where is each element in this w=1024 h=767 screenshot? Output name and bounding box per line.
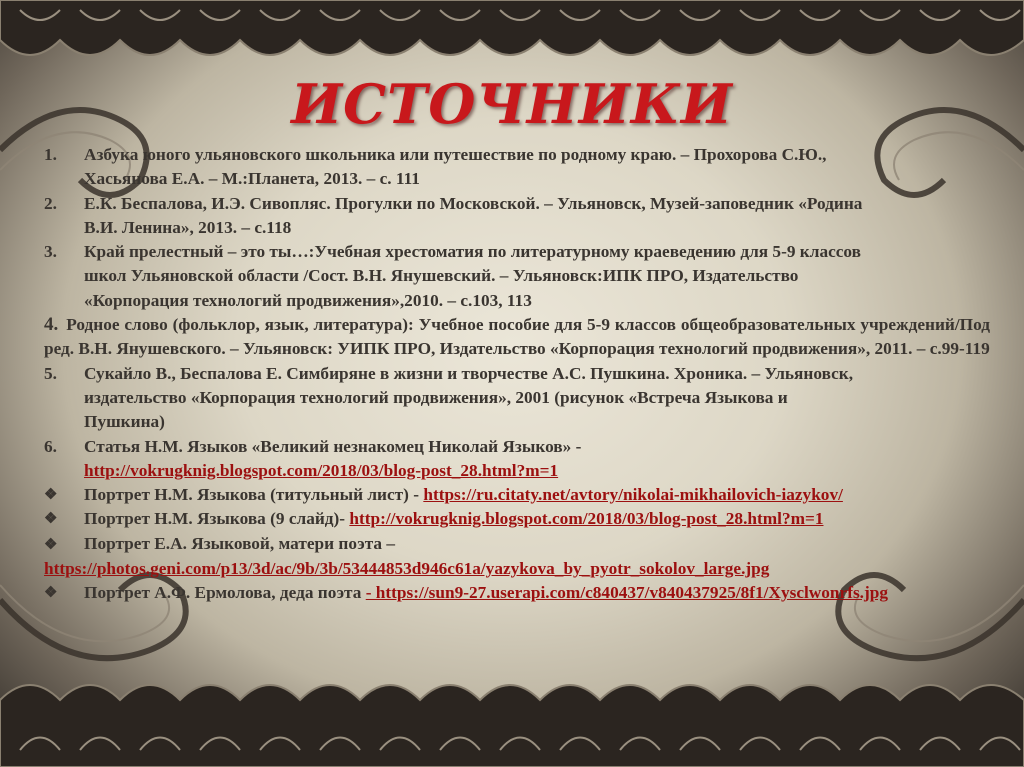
source-link[interactable]: http://vokrugknig.blogspot.com/2018/03/blog-post_28.html?m=1 [84,460,559,480]
source-line: Хасьянова Е.А. – М.:Планета, 2013. – с. 111 [84,169,420,189]
source-line: Е.К. Беспалова, И.Э. Сивопляс. Прогулки по Московской. – Ульяновск, Музей-заповедник «Родина [84,193,863,213]
item-number: 4. [44,314,59,336]
diamond-bullet-icon: ❖ [44,487,58,504]
item-number: 2. [44,193,57,213]
slide-title: ИСТОЧНИКИ [291,72,733,136]
item-number: 3. [44,242,57,262]
image-source-item-3 [44,532,990,582]
image-source-item-4 [44,581,990,605]
diamond-bullet-icon: ❖ [44,511,58,528]
source-item-1 [44,143,990,192]
source-line: школ Ульяновской области /Сост. В.Н. Янушевский. – Ульяновск:ИПК ПРО, Издательство [84,266,799,286]
source-line: Пушкина) [84,412,165,432]
source-line: В.И. Ленина», 2013. – с.118 [84,217,292,237]
source-item-5 [44,362,990,435]
source-line: Сукайло В., Беспалова Е. Симбиряне в жизни и творчестве А.С. Пушкина. Хроника. – Ульяновск, [84,363,854,383]
source-line: Край прелестный – это ты…:Учебная хрестоматия по литературному краеведению для 5-9 классов [84,242,861,262]
source-line: «Корпорация технологий продвижения»,2010. – с.103, 113 [84,290,532,310]
source-line: Статья Н.М. Языков «Великий незнакомец Николай Языков» - [84,436,582,456]
source-item-2 [44,192,990,241]
image-source-text: Портрет Н.М. Языкова (9 слайд)- [84,509,350,529]
item-number: 6. [44,436,57,456]
source-text: Родное слово (фольклор, язык, литература): Учебное пособие для 5-9 классов общеобразовательных учреждений/Под ред. В.Н. Янушевского. – Ульяновск: УИПК ПРО, Издательство «Корпорация технологий продвижения», 2011. – с.99-119 [44,315,990,359]
image-source-text: Портрет А.Ф. Ермолова, деда поэта [84,583,362,603]
image-source-link[interactable]: https://ru.citaty.net/avtory/nikolai-mikhailovich-iazykov/ [423,485,843,505]
image-source-link[interactable]: http://vokrugknig.blogspot.com/2018/03/blog-post_28.html?m=1 [349,509,824,529]
item-number: 5. [44,363,57,383]
diamond-bullet-icon: ❖ [44,536,58,553]
image-source-link[interactable]: - https://sun9-27.userapi.com/c840437/v840437925/8f1/Xysclwonrfs.jpg [365,583,889,603]
source-line: издательство «Корпорация технологий продвижения», 2001 (рисунок «Встреча Языкова и [84,387,788,407]
source-item-4 [44,313,990,362]
source-line: Азбука юного ульяновского школьника или путешествие по родному краю. – Прохорова С.Ю., [84,145,827,164]
diamond-bullet-icon: ❖ [44,585,58,602]
sources-list [44,143,990,606]
item-number: 1. [44,145,57,164]
source-item-3 [44,240,990,313]
image-source-link[interactable]: https://photos.geni.com/p13/3d/ac/9b/3b/53444853d946c61a/yazykova_by_pyotr_sokolov_large.jpg [44,559,770,579]
source-item-6 [44,435,990,484]
image-source-item-1 [44,483,990,507]
image-source-text: Портрет Е.А. Языковой, матери поэта – [84,533,396,553]
image-source-item-2 [44,507,990,531]
image-source-text: Портрет Н.М. Языкова (титульный лист) - [84,485,424,505]
